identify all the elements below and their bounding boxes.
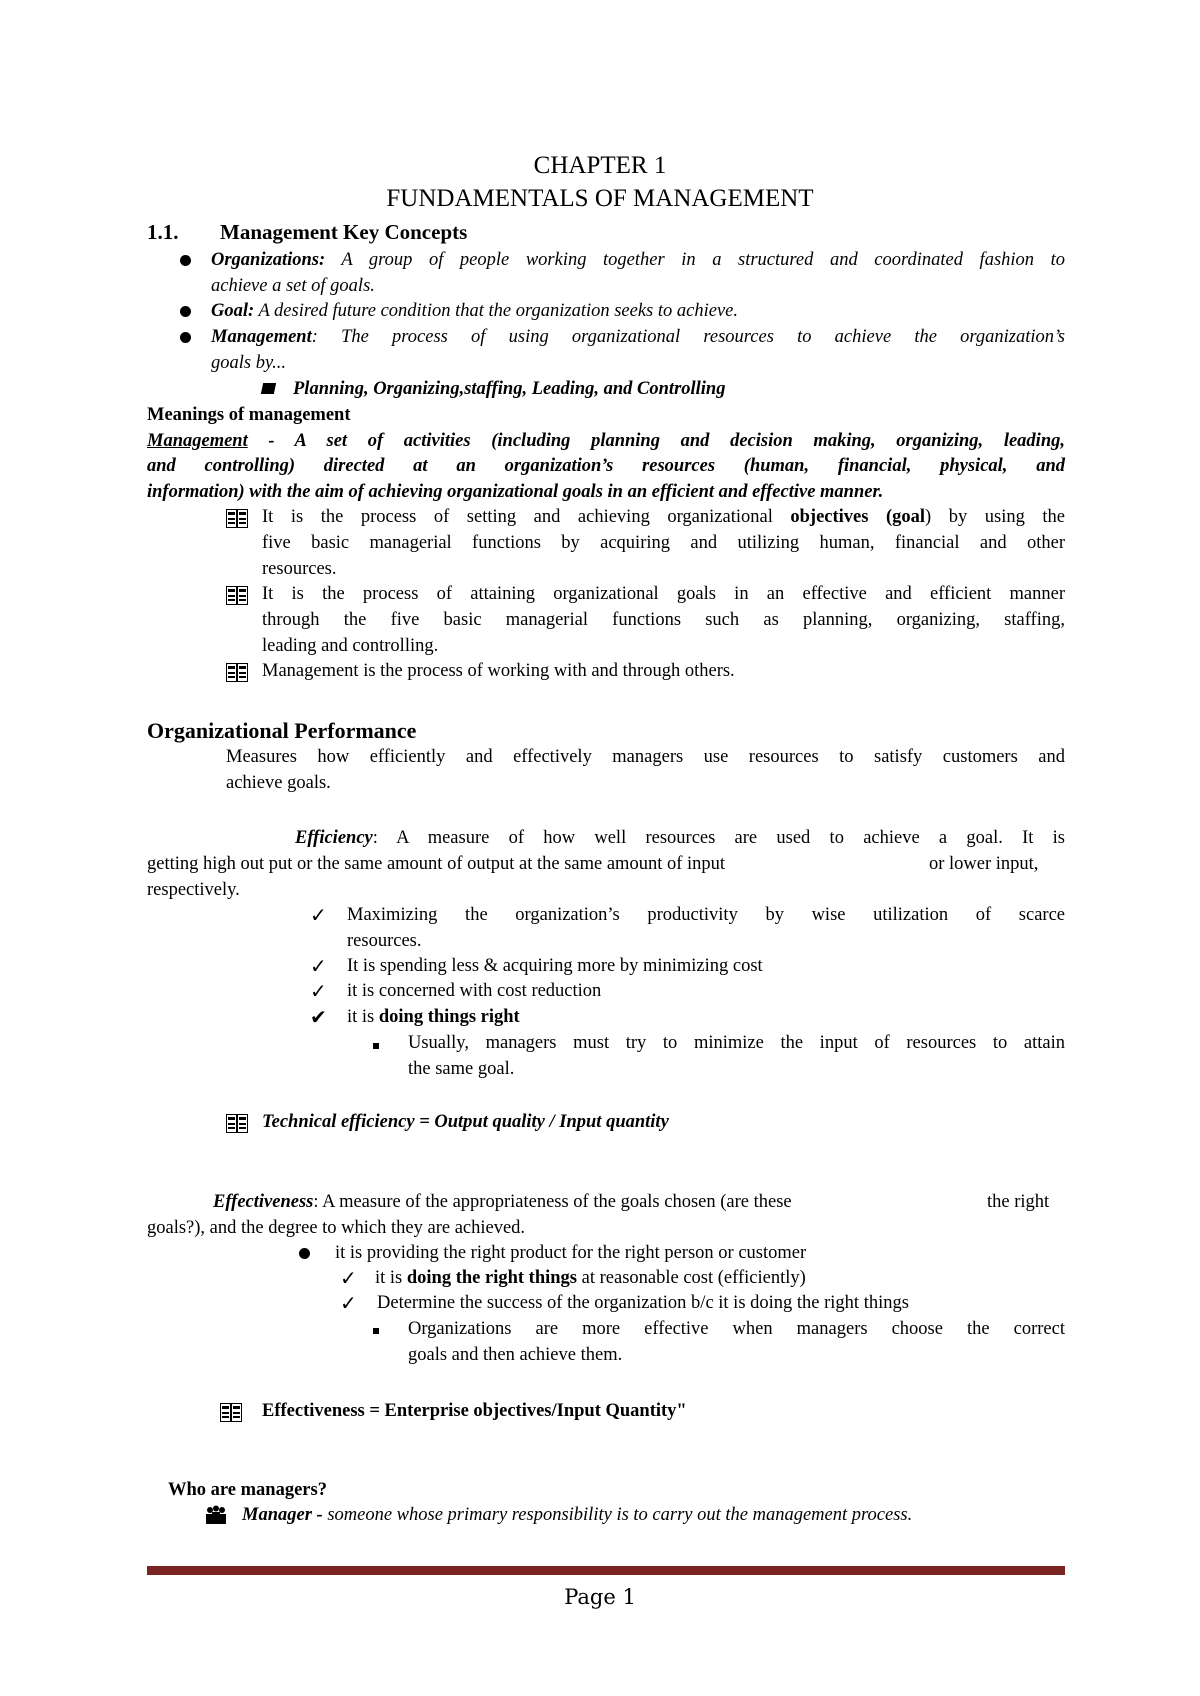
check-icon: ✓	[310, 954, 327, 978]
check-icon: ✓	[310, 979, 327, 1003]
managers-heading: Who are managers?	[168, 1480, 327, 1500]
efficiency-sub-line1: Usually, managers must try to minimize the input of resources to attain	[408, 1033, 1065, 1053]
people-icon	[204, 1505, 228, 1525]
meaning-1-line2: five basic managerial functions by acquiring and utilizing human, financial and other	[262, 533, 1065, 553]
effectiveness-line2: goals?), and the degree to which they are achieved.	[147, 1218, 526, 1238]
book-icon	[226, 1114, 248, 1133]
check-icon: ✓	[340, 1291, 357, 1315]
book-icon	[226, 663, 248, 682]
efficiency-line3: respectively.	[147, 880, 240, 900]
bullet-dot-icon	[180, 332, 191, 343]
management-definition-line1: Management - A set of activities (including planning and decision making, organizing, leading,	[147, 431, 1065, 451]
efficiency-check-1-line2: resources.	[347, 931, 422, 951]
effectiveness-sub-line2: goals and then achieve them.	[408, 1345, 623, 1365]
effectiveness-bullet: it is providing the right product for the right person or customer	[335, 1243, 807, 1263]
performance-text-line2: achieve goals.	[226, 773, 331, 793]
performance-text-line1: Measures how efficiently and effectively managers use resources to satisfy customers and	[226, 747, 1065, 767]
section-number: 1.1.	[147, 220, 179, 244]
efficiency-formula: Technical efficiency = Output quality / Input quantity	[262, 1112, 669, 1132]
manager-definition: Manager - someone whose primary responsibility is to carry out the management process.	[242, 1505, 913, 1525]
performance-heading: Organizational Performance	[147, 718, 417, 743]
efficiency-check-2: It is spending less & acquiring more by minimizing cost	[347, 956, 763, 976]
effectiveness-check-1: it is doing the right things at reasonable cost (efficiently)	[375, 1268, 806, 1288]
efficiency-check-1-line1: Maximizing the organization’s productivity by wise utilization of scarce	[347, 905, 1065, 925]
check-icon: ✔	[310, 1005, 327, 1029]
check-icon: ✓	[310, 903, 327, 927]
efficiency-line1: Efficiency: A measure of how well resources are used to achieve a goal. It is	[295, 828, 1065, 848]
bullet-dot-icon	[299, 1248, 310, 1259]
footer-rule	[147, 1566, 1065, 1575]
efficiency-line2a: getting high out put or the same amount of output at the same amount of input	[147, 854, 726, 874]
bullet-square-icon	[261, 383, 276, 394]
management-functions: Planning, Organizing,staffing, Leading, and Controlling	[293, 379, 726, 399]
bullet-dot-icon	[180, 306, 191, 317]
effectiveness-line1a: Effectiveness: A measure of the appropriateness of the goals chosen (are these	[213, 1192, 792, 1212]
efficiency-sub-line2: the same goal.	[408, 1059, 515, 1079]
bullet-square-icon	[373, 1328, 379, 1334]
page-number: Page 1	[564, 1585, 636, 1609]
efficiency-check-3: it is concerned with cost reduction	[347, 981, 602, 1001]
concept-organizations-cont: achieve a set of goals.	[211, 276, 375, 296]
effectiveness-check-2: Determine the success of the organization b/c it is doing the right things	[377, 1293, 909, 1313]
meaning-2-line3: leading and controlling.	[262, 636, 439, 656]
concept-organizations: Organizations: A group of people working together in a structured and coordinated fashion to	[211, 250, 1065, 270]
bullet-square-icon	[373, 1043, 379, 1049]
management-definition-line2: and controlling) directed at an organization’s resources (human, financial, physical, and	[147, 456, 1065, 476]
check-icon: ✓	[340, 1266, 357, 1290]
concept-management-cont: goals by...	[211, 353, 287, 373]
concept-goal: Goal: A desired future condition that the organization seeks to achieve.	[211, 301, 739, 321]
meaning-1-line1: It is the process of setting and achieving organizational objectives (goal) by using the	[262, 507, 1065, 527]
book-icon	[226, 586, 248, 605]
meaning-1-line3: resources.	[262, 559, 337, 579]
management-definition-line3: information) with the aim of achieving organizational goals in an efficient and effective manner.	[147, 482, 884, 502]
chapter-number: CHAPTER 1	[533, 152, 667, 179]
concept-management: Management: The process of using organizational resources to achieve the organization’s	[211, 327, 1065, 347]
bullet-dot-icon	[180, 255, 191, 266]
effectiveness-formula: Effectiveness = Enterprise objectives/Input Quantity"	[262, 1401, 687, 1421]
efficiency-line2b: or lower input,	[929, 854, 1039, 874]
section-title: Management Key Concepts	[220, 220, 468, 244]
effectiveness-line1b: the right	[987, 1192, 1050, 1212]
book-icon	[226, 509, 248, 528]
efficiency-check-4: it is doing things right	[347, 1007, 520, 1027]
meaning-3: Management is the process of working with and through others.	[262, 661, 735, 681]
effectiveness-sub-line1: Organizations are more effective when managers choose the correct	[408, 1319, 1065, 1339]
meaning-2-line1: It is the process of attaining organizational goals in an effective and efficient manner	[262, 584, 1065, 604]
meaning-2-line2: through the five basic managerial functions such as planning, organizing, staffing,	[262, 610, 1065, 630]
meanings-heading: Meanings of management	[147, 405, 351, 425]
book-icon	[220, 1403, 242, 1422]
chapter-title: FUNDAMENTALS OF MANAGEMENT	[386, 185, 814, 212]
